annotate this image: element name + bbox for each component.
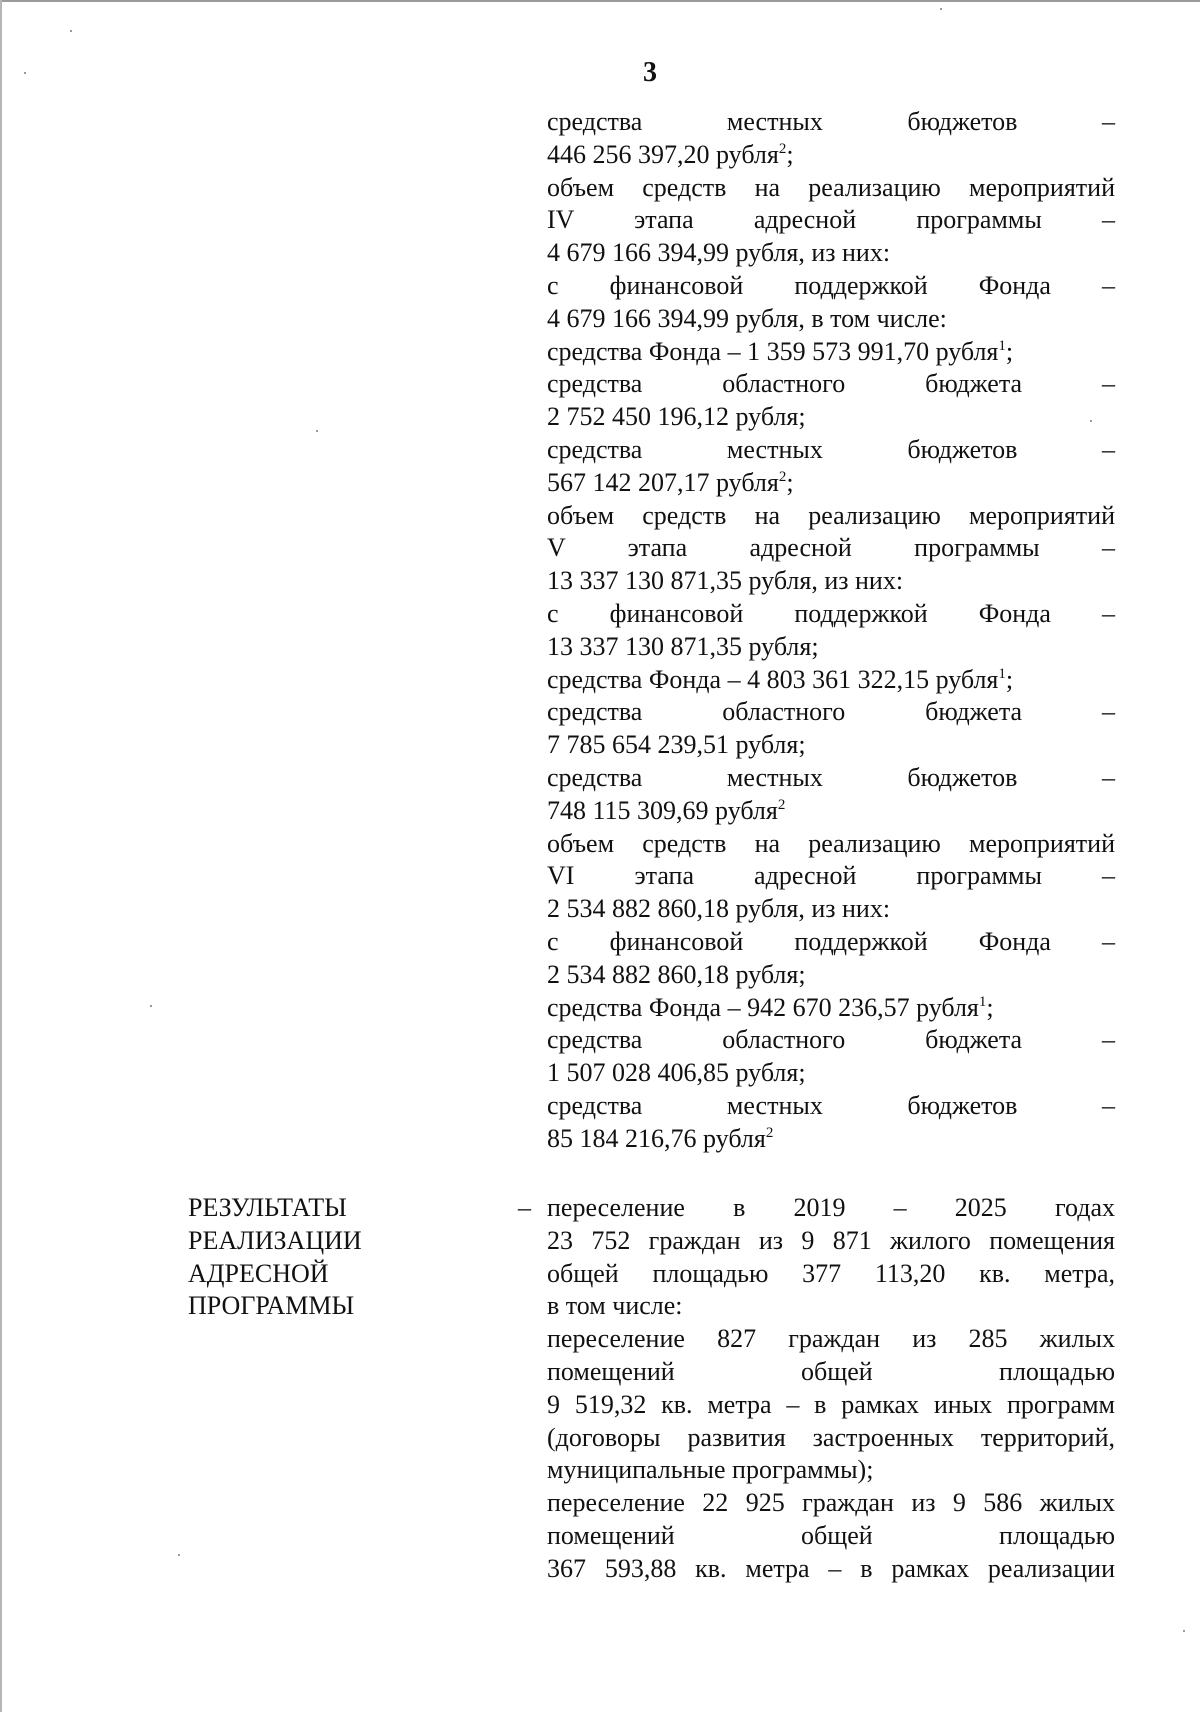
text-line <box>547 828 1115 861</box>
text-line <box>547 893 1115 926</box>
text-line-content: помещений общей площадью <box>547 1356 1115 1386</box>
text-line <box>547 336 1115 369</box>
scan-speck <box>150 1005 152 1007</box>
text-line-content: с финансовой поддержкой Фонда – <box>547 926 1115 956</box>
text-line-content: переселение 22 925 граждан из 9 586 жилых <box>547 1488 1115 1518</box>
text-line <box>547 139 1115 172</box>
text-line-content: с финансовой поддержкой Фонда – <box>547 270 1115 300</box>
text-line <box>547 434 1115 467</box>
text-line <box>547 959 1115 992</box>
results-dash: – <box>518 1193 531 1222</box>
text-line-content: средства местных бюджетов – <box>547 762 1115 792</box>
text-line <box>547 467 1115 500</box>
text-line-content: 2 534 882 860,18 рубля; <box>547 959 806 989</box>
text-line <box>547 1356 1115 1389</box>
text-line-content: 748 115 309,69 рубля <box>547 795 778 825</box>
text-line <box>547 368 1115 401</box>
scan-speck <box>1183 1630 1185 1632</box>
funding-volumes-text <box>547 106 1115 1156</box>
text-line <box>547 1225 1115 1258</box>
text-line-content: (договоры развития застроенных территорий, <box>547 1422 1115 1452</box>
text-line <box>547 532 1115 565</box>
text-line-content: 446 256 397,20 рубля <box>547 139 779 169</box>
text-line-content: средства местных бюджетов – <box>547 107 1115 136</box>
text-line <box>547 1323 1115 1356</box>
text-line-content: 1 507 028 406,85 рубля; <box>547 1058 806 1088</box>
text-line-content: 23 752 граждан из 9 871 жилого помещения <box>547 1225 1115 1255</box>
text-line-content: 2 534 882 860,18 рубля, из них: <box>547 894 891 924</box>
text-line <box>547 204 1115 237</box>
text-line-tail: ; <box>786 139 794 169</box>
text-line-content: 9 519,32 кв. метра – в рамках иных программ <box>547 1389 1115 1419</box>
text-line-content: переселение 827 граждан из 285 жилых <box>547 1324 1115 1354</box>
scan-speck <box>24 72 26 74</box>
text-line-content: в том числе: <box>547 1291 683 1321</box>
text-line <box>547 1454 1115 1487</box>
text-line <box>547 500 1115 533</box>
results-text <box>547 1192 1115 1586</box>
text-line <box>547 270 1115 303</box>
scan-left-edge <box>0 0 2 1712</box>
text-line-tail: ; <box>1005 664 1014 694</box>
text-line-content: 4 679 166 394,99 рубля, из них: <box>547 238 891 268</box>
text-line-content: 567 142 207,17 рубля <box>547 467 779 497</box>
text-line-content: 4 679 166 394,99 рубля, в том числе: <box>547 303 947 333</box>
text-line <box>547 237 1115 270</box>
text-line-content: средства областного бюджета – <box>547 697 1115 727</box>
scan-top-edge <box>0 0 1200 2</box>
page-number: 3 <box>643 57 657 88</box>
text-line <box>547 1389 1115 1422</box>
results-heading-line: ПРОГРАММЫ <box>188 1291 355 1321</box>
footnote-marker: 1 <box>998 337 1006 354</box>
footnote-marker: 1 <box>998 665 1006 682</box>
results-section-heading <box>188 1192 428 1323</box>
text-line <box>547 631 1115 664</box>
text-line <box>547 860 1115 893</box>
text-line <box>547 1520 1115 1553</box>
footnote-marker: 2 <box>778 468 787 485</box>
text-line-content: IV этапа адресной программы – <box>547 205 1115 235</box>
text-line-content: 85 184 216,76 рубля <box>547 1123 766 1153</box>
text-line-content: средства местных бюджетов – <box>547 1090 1115 1120</box>
text-line-content: VI этапа адресной программы – <box>547 861 1115 891</box>
text-line <box>547 729 1115 762</box>
footnote-marker: 2 <box>765 1124 774 1141</box>
text-line-content: объем средств на реализацию мероприятий <box>547 828 1115 858</box>
results-heading-line: АДРЕСНОЙ <box>188 1258 329 1288</box>
text-line-content: средства областного бюджета – <box>547 1025 1115 1055</box>
text-line-content: 13 337 130 871,35 рубля; <box>547 631 819 661</box>
text-line-content: 2 752 450 196,12 рубля; <box>547 402 806 432</box>
scan-speck <box>940 8 942 10</box>
scan-speck <box>1090 420 1092 422</box>
text-line <box>547 106 1115 139</box>
text-line <box>547 992 1115 1025</box>
text-line-content: с финансовой поддержкой Фонда – <box>547 598 1115 628</box>
text-line <box>547 926 1115 959</box>
text-line <box>547 762 1115 795</box>
text-line-tail: ; <box>1005 336 1014 366</box>
text-line <box>547 401 1115 434</box>
text-line-content: 7 785 654 239,51 рубля; <box>547 730 806 760</box>
text-line-content: средства областного бюджета – <box>547 369 1115 399</box>
text-line-content: средства местных бюджетов – <box>547 434 1115 464</box>
footnote-marker: 2 <box>778 140 787 157</box>
text-line-tail: ; <box>786 467 794 497</box>
results-heading-line: РЕЗУЛЬТАТЫ <box>188 1193 347 1222</box>
text-line <box>547 1090 1115 1123</box>
text-line <box>547 1487 1115 1520</box>
text-line <box>547 1422 1115 1455</box>
footnote-marker: 1 <box>978 993 987 1010</box>
text-line <box>547 795 1115 828</box>
text-line-content: общей площадью 377 113,20 кв. метра, <box>547 1258 1115 1288</box>
text-line-content: средства Фонда – 1 359 573 991,70 рубля <box>547 336 999 366</box>
text-line-content: V этапа адресной программы – <box>547 533 1115 563</box>
text-line <box>547 565 1115 598</box>
text-line-content: объем средств на реализацию мероприятий <box>547 500 1115 530</box>
scan-speck <box>316 430 318 432</box>
text-line <box>547 696 1115 729</box>
text-line <box>547 598 1115 631</box>
scan-speck <box>70 30 72 32</box>
text-line-content: переселение в 2019 – 2025 годах <box>547 1193 1115 1222</box>
text-line <box>547 172 1115 205</box>
text-line <box>547 1290 1115 1323</box>
text-line <box>547 303 1115 336</box>
text-line-content: средства Фонда – 942 670 236,57 рубля <box>547 992 979 1022</box>
text-line-content: помещений общей площадью <box>547 1520 1115 1550</box>
text-line <box>547 1553 1115 1586</box>
text-line <box>547 1192 1115 1225</box>
text-line <box>547 1057 1115 1090</box>
text-line-content: средства Фонда – 4 803 361 322,15 рубля <box>547 664 999 694</box>
text-line-content: 367 593,88 кв. метра – в рамках реализации <box>547 1553 1115 1583</box>
text-line-content: объем средств на реализацию мероприятий <box>547 172 1115 202</box>
text-line-content: муниципальные программы); <box>547 1455 874 1485</box>
text-line <box>547 664 1115 697</box>
results-heading-line: РЕАЛИЗАЦИИ <box>188 1225 362 1255</box>
text-line <box>547 1123 1115 1156</box>
text-line-content: 13 337 130 871,35 рубля, из них: <box>547 566 904 596</box>
text-line <box>547 1024 1115 1057</box>
scan-speck <box>178 1554 180 1556</box>
text-line-tail: ; <box>986 992 994 1022</box>
footnote-marker: 2 <box>777 796 786 813</box>
text-line <box>547 1258 1115 1291</box>
